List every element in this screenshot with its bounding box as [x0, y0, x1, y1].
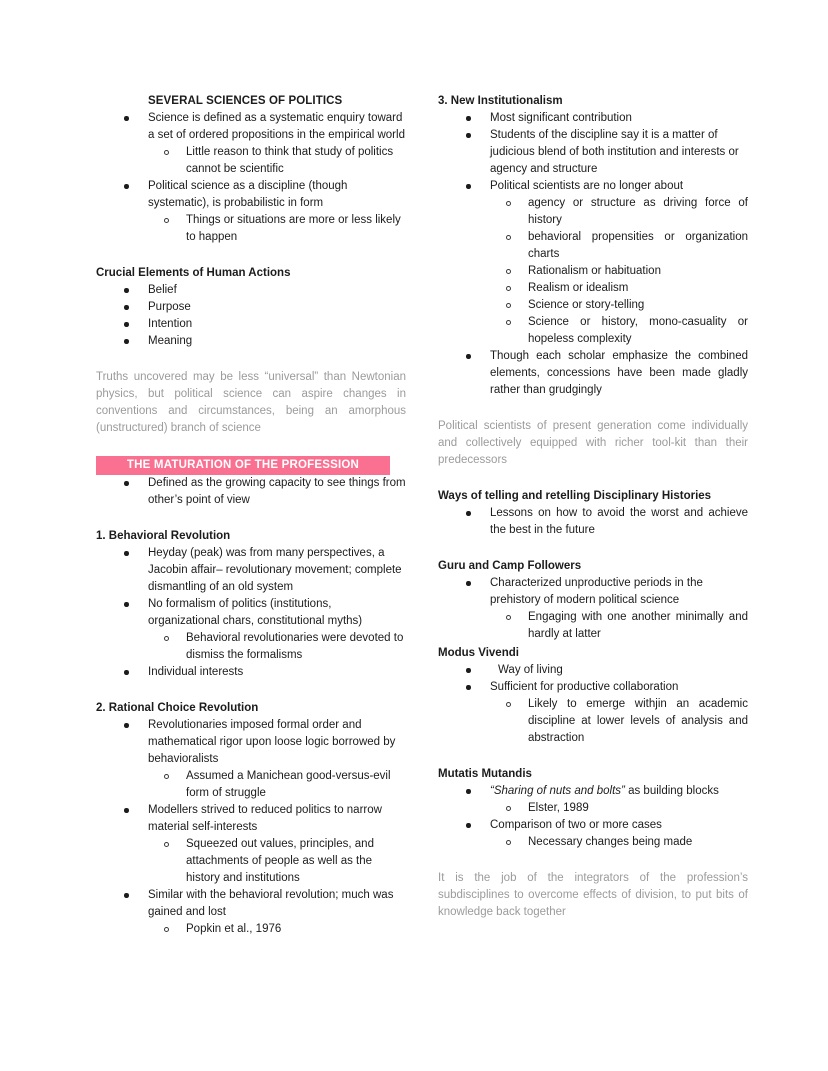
- bullet-text: Revolutionaries imposed formal order and mathematical rigor upon loose logic borrowed by behavioralists: [148, 719, 396, 765]
- list-item: Belief: [96, 282, 406, 299]
- behavioral-revolution-list: [96, 545, 406, 681]
- new-institutionalism-list: [438, 110, 748, 399]
- sub-list-item: behavioral propensities or organization charts: [484, 229, 748, 263]
- note-paragraph-integrators: It is the job of the integrators of the profession’s subdisciplines to overcome effects of division, to put bits of knowledge back together: [438, 872, 748, 918]
- list-item: Defined as the growing capacity to see things from other’s point of view: [96, 475, 406, 509]
- sub-list-item: Assumed a Manichean good-versus-evil form of struggle: [142, 768, 406, 802]
- sub-bullet-list: [142, 212, 406, 246]
- sub-bullet-list: [484, 609, 748, 643]
- section-heading-ways-of-telling: Ways of telling and retelling Disciplinary Histories: [438, 490, 712, 502]
- sub-bullet-list: [484, 195, 748, 348]
- list-item: Most significant contribution: [438, 110, 748, 127]
- list-item: Lessons on how to avoid the worst and achieve the best in the future: [438, 505, 748, 539]
- list-item: [96, 110, 406, 178]
- section-heading-new-institutionalism: 3. New Institutionalism: [438, 95, 563, 107]
- sub-bullet-list: [484, 696, 748, 747]
- list-item: [438, 679, 748, 747]
- sub-list-item: Little reason to think that study of politics cannot be scientific: [142, 144, 406, 178]
- sub-list-item: Engaging with one another minimally and hardly at latter: [484, 609, 748, 643]
- sub-list-item: Elster, 1989: [484, 800, 748, 817]
- list-item: Intention: [96, 316, 406, 333]
- intro-bullet-list: [96, 110, 406, 246]
- section-heading-guru-and-camp-followers: Guru and Camp Followers: [438, 560, 582, 572]
- sub-list-item: Science or history, mono-casuality or hopeless complexity: [484, 314, 748, 348]
- list-item: [438, 783, 748, 817]
- bullet-text-italic: “Sharing of nuts and bolts”: [490, 785, 625, 797]
- sub-list-item: Science or story-telling: [484, 297, 748, 314]
- sub-list-item: Squeezed out values, principles, and attachments of people as well as the history and institutions: [142, 836, 406, 887]
- ways-of-telling-list: [438, 505, 748, 539]
- list-item: Purpose: [96, 299, 406, 316]
- sub-bullet-list: [142, 921, 406, 938]
- left-column: [96, 93, 406, 938]
- sub-list-item: Likely to emerge withjin an academic discipline at lower levels of analysis and abstraction: [484, 696, 748, 747]
- note-paragraph-truths: Truths uncovered may be less “universal” than Newtonian physics, but political science can aspire changes in conventions and circumstances, being an amorphous (unstructured) branch of science: [96, 371, 406, 434]
- bullet-text: Characterized unproductive periods in the prehistory of modern political science: [490, 577, 703, 606]
- sub-list-item: Popkin et al., 1976: [142, 921, 406, 938]
- list-item: [96, 596, 406, 664]
- section-banner-maturation: THE MATURATION OF THE PROFESSION: [96, 456, 390, 475]
- list-item: Heyday (peak) was from many perspectives, a Jacobin affair– revolutionary movement; complete dismantling of an old system: [96, 545, 406, 596]
- list-item: [438, 178, 748, 348]
- sub-list-item: agency or structure as driving force of history: [484, 195, 748, 229]
- list-item: Individual interests: [96, 664, 406, 681]
- sub-bullet-list: [142, 836, 406, 887]
- sub-bullet-list: [484, 834, 748, 851]
- rational-choice-revolution-list: [96, 717, 406, 938]
- bullet-text: Modellers strived to reduced politics to narrow material self-interests: [148, 804, 382, 833]
- sub-list-item: Necessary changes being made: [484, 834, 748, 851]
- bullet-text: Political scientists are no longer about: [490, 180, 684, 192]
- sub-bullet-list: [142, 768, 406, 802]
- mutatis-mutandis-list: [438, 783, 748, 851]
- list-item: Students of the discipline say it is a matter of judicious blend of both institution and interests or agency and structure: [438, 127, 748, 178]
- list-item: Way of living: [438, 662, 748, 679]
- bullet-text: Similar with the behavioral revolution; much was gained and lost: [148, 889, 394, 918]
- section-heading-behavioral-revolution: 1. Behavioral Revolution: [96, 530, 231, 542]
- bullet-text: Political science as a discipline (though systematic), is probabilistic in form: [148, 180, 348, 209]
- guru-and-camp-list: [438, 575, 748, 643]
- note-paragraph-political-scientists: Political scientists of present generation come individually and collectively equipped with richer tool-kit than their predecessors: [438, 420, 748, 466]
- section-heading-modus-vivendi: Modus Vivendi: [438, 647, 519, 659]
- bullet-text: Comparison of two or more cases: [490, 819, 662, 831]
- sub-bullet-list: [484, 800, 748, 817]
- section-heading-mutatis-mutandis: Mutatis Mutandis: [438, 768, 532, 780]
- two-column-body: [0, 93, 828, 938]
- sub-list-item: Realism or idealism: [484, 280, 748, 297]
- sub-bullet-list: [142, 630, 406, 664]
- maturation-bullet-list: [96, 475, 406, 509]
- sub-list-item: Behavioral revolutionaries were devoted to dismiss the formalisms: [142, 630, 406, 664]
- right-column: [438, 93, 748, 921]
- section-heading-rational-choice-revolution: 2. Rational Choice Revolution: [96, 702, 259, 714]
- list-item: [438, 817, 748, 851]
- list-item: [96, 887, 406, 938]
- crucial-elements-list: [96, 282, 406, 350]
- bullet-text: Science is defined as a systematic enquiry toward a set of ordered propositions in the empirical world: [148, 112, 405, 141]
- sub-list-item: Rationalism or habituation: [484, 263, 748, 280]
- bullet-text: Sufficient for productive collaboration: [490, 681, 679, 693]
- list-item: [96, 178, 406, 246]
- sub-bullet-list: [142, 144, 406, 178]
- modus-vivendi-list: [438, 662, 748, 747]
- page-title: SEVERAL SCIENCES OF POLITICS: [148, 95, 343, 107]
- list-item: [438, 575, 748, 643]
- list-item: [96, 802, 406, 887]
- bullet-text-rest: as building blocks: [624, 785, 719, 797]
- list-item: Meaning: [96, 333, 406, 350]
- section-heading-crucial-elements: Crucial Elements of Human Actions: [96, 267, 291, 279]
- bullet-text: No formalism of politics (institutions, organizational chars, constitutional myths): [148, 598, 363, 627]
- list-item: Though each scholar emphasize the combined elements, concessions have been made gladly rather than grudgingly: [438, 348, 748, 399]
- list-item: [96, 717, 406, 802]
- sub-list-item: Things or situations are more or less likely to happen: [142, 212, 406, 246]
